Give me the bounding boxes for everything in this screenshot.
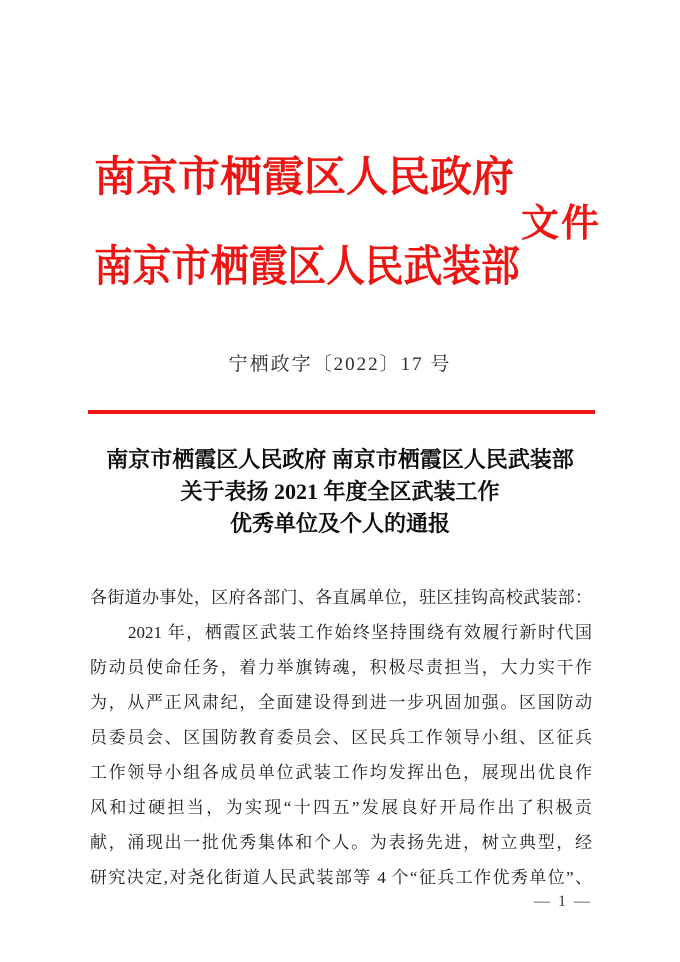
document-title [0,444,680,540]
title-line-2: 关于表扬 2021 年度全区武装工作 [180,479,500,504]
red-separator-line [88,410,595,414]
title-line-3: 优秀单位及个人的通报 [229,511,450,536]
body-line: 为，从严正风肃纪，全面建设得到进一步巩固加强。区国防动 [90,693,592,712]
body-line: 防动员使命任务，着力举旗铸魂，积极尽责担当，大力实干作 [90,658,592,677]
page-number: — 1 — [534,893,592,910]
issuer-name-government: 南京市栖霞区人民政府 [94,155,515,201]
body-line: 风和过硬担当，为实现“十四五”发展良好开局作出了积极贡 [90,798,592,817]
body-line: 工作领导小组各成员单位武装工作均发挥出色，展现出优良作 [90,763,592,782]
salutation: 各街道办事处，区府各部门、各直属单位，驻区挂钩高校武装部： [90,588,592,607]
body-line: 员委员会、区国防教育委员会、区民兵工作领导小组、区征兵 [90,728,592,747]
title-line-1: 南京市栖霞区人民政府 南京市栖霞区人民武装部 [106,447,574,472]
body-line: 研究决定,对尧化街道人民武装部等 4 个“征兵工作优秀单位”、 [90,868,592,887]
issuer-name-military: 南京市栖霞区人民武装部 [94,244,520,291]
document-body [90,580,592,895]
document-type-label: 文件 [521,203,602,245]
document-number: 宁栖政字〔2022〕17 号 [228,354,452,375]
body-line: 献，涌现出一批优秀集体和个人。为表扬先进，树立典型，经 [90,833,592,852]
body-line: 2021 年，栖霞区武装工作始终坚持围绕有效履行新时代国 [128,623,592,642]
